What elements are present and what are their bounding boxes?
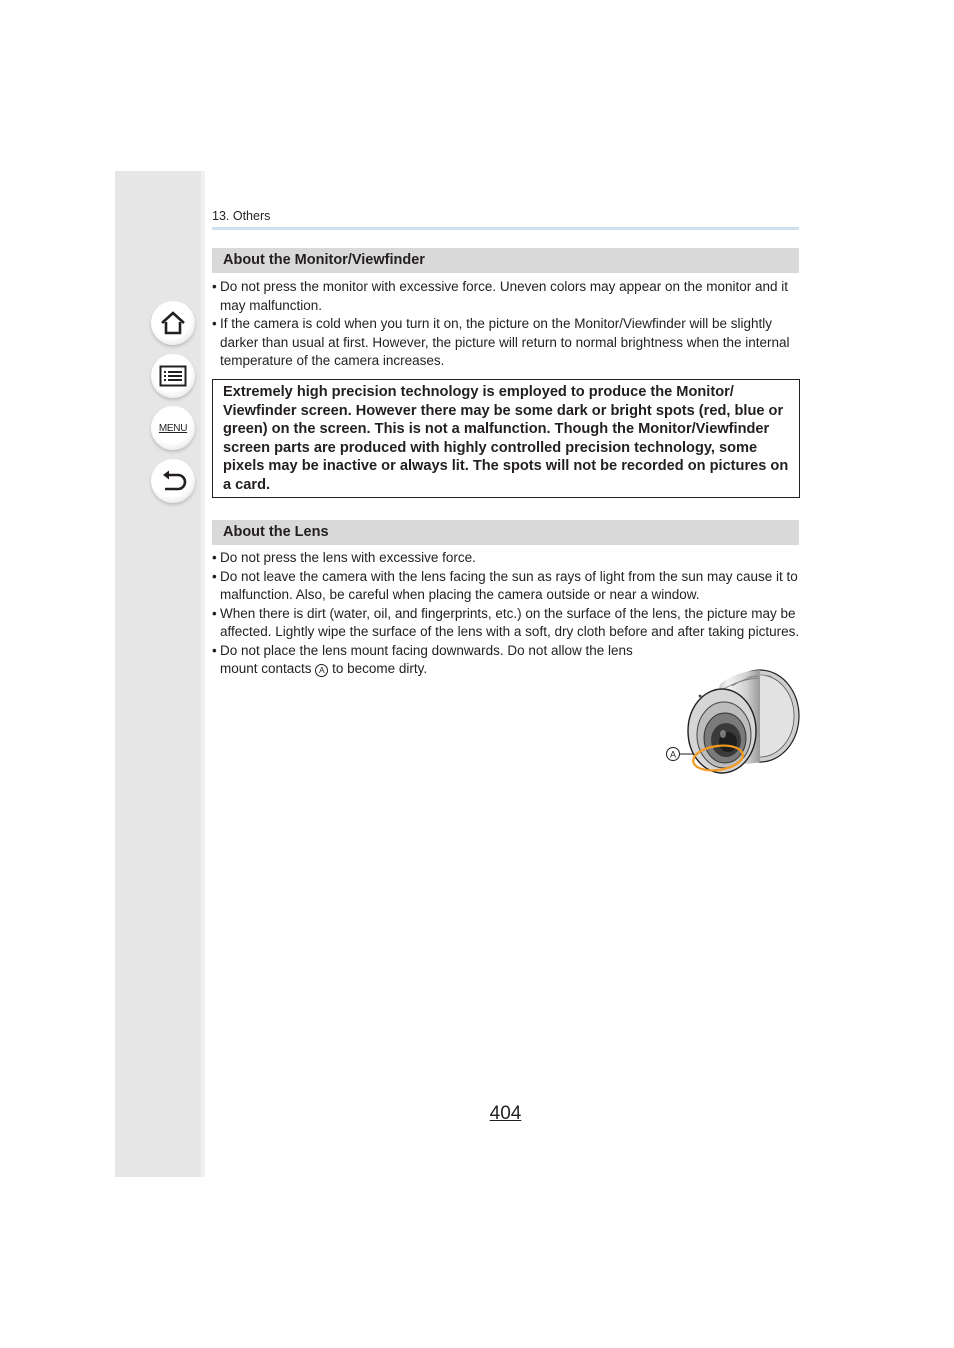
list-item: • If the camera is cold when you turn it on, the picture on the Monitor/Viewfinder will be slightly darker than usual at first. However, the picture will return to normal brightness when the internal temperature of the camera increases. [212, 315, 800, 371]
chapter-heading: 13. Others [212, 209, 271, 223]
lens-mount-text: Do not place the lens mount facing downwards. Do not allow the lens mount contacts [220, 642, 633, 676]
lens-mount-text-end: to become dirty. [332, 661, 428, 676]
figure-callout-a: A [669, 749, 677, 760]
lens-bullet-list [212, 549, 800, 679]
list-item: • Do not press the monitor with excessive force. Uneven colors may appear on the monitor and it may malfunction. [212, 278, 800, 315]
list-item: • Do not leave the camera with the lens facing the sun as rays of light from the sun may cause it to malfunction. Also, be careful when placing the camera outside or near a window. [212, 568, 800, 605]
list-item [212, 642, 648, 679]
home-icon [159, 310, 187, 336]
list-item: • Do not press the lens with excessive force. [212, 549, 800, 568]
menu-button[interactable] [151, 406, 195, 450]
menu-label: MENU [158, 422, 188, 434]
page-number: 404 [489, 1103, 522, 1124]
chapter-divider [212, 227, 799, 230]
back-button[interactable] [151, 459, 195, 503]
lens-drawing [662, 664, 804, 782]
back-arrow-icon [159, 468, 187, 494]
marker-a: A [315, 664, 328, 677]
contents-button[interactable] [151, 354, 195, 398]
section-title-lens: About the Lens [212, 520, 799, 545]
list-item: • When there is dirt (water, oil, and fingerprints, etc.) on the surface of the lens, the picture may be affected. Lightly wipe the surface of the lens with a soft, dry cloth before and after taking pictures. [212, 605, 800, 642]
monitor-bullet-list [212, 278, 800, 371]
sidebar-edge [201, 171, 205, 1177]
precision-notice-box: Extremely high precision technology is employed to produce the Monitor/ Viewfinder screen. However there may be some dark or bright spots (red, blue or green) on the screen. This is not a malfunction. Though the Monitor/Viewfinder screen parts are produced with highly controlled precision technology, some pixels may be inactive or always lit. The spots will not be recorded on pictures on a card. [212, 379, 800, 498]
home-button[interactable] [151, 301, 195, 345]
section-title-monitor: About the Monitor/Viewfinder [212, 248, 799, 273]
table-of-contents-icon [159, 365, 187, 387]
lens-illustration [662, 664, 804, 782]
